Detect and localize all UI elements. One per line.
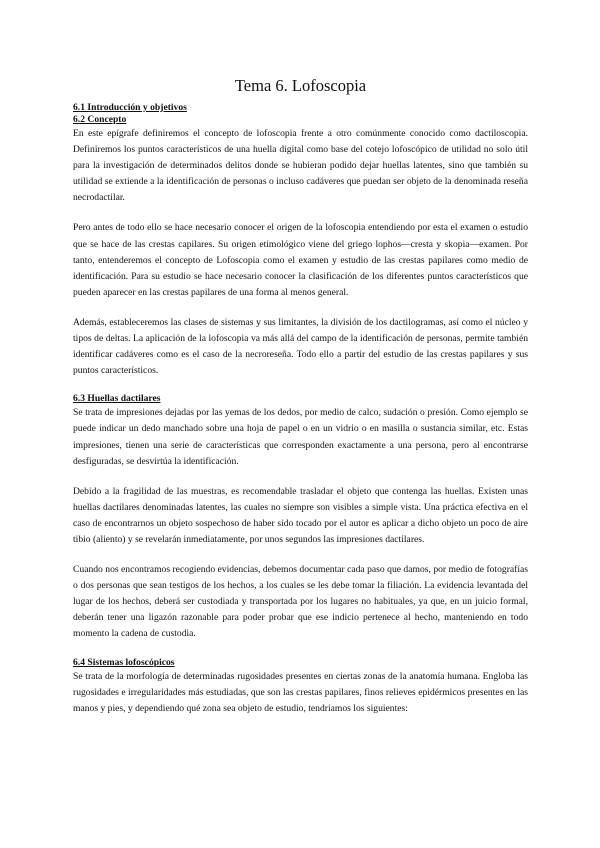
section-heading-introduccion: 6.1 Introducción y objetivos [73, 102, 187, 113]
section-heading-sistemas-lofoscopicos: 6.4 Sistemas lofoscópicos [73, 656, 175, 668]
paragraph: Además, estableceremos las clases de sistemas y sus limitantes, la división de los dactilogramas, así como el núcleo y tipos de deltas. La aplicación de la lofoscopia va más allá del campo de la identificación de personas, permite también identificar cadáveres como es el caso de la necroreseña. Todo ello a partir del estudio de las crestas papilares y sus puntos característicos. [73, 316, 528, 377]
paragraph: Pero antes de todo ello se hace necesario conocer el origen de la lofoscopia entendiendo por esta el examen o estudio que se hace de las crestas capilares. Su origen etimológico viene del griego lophos—cresta y skopia—examen. Por tanto, entenderemos el concepto de Lofoscopia como el examen y estudio de las crestas papilares como medio de identificación. Para su estudio se hace necesario conocer la clasificación de los diferentes puntos característicos que pueden aparecer en las crestas papilares de una forma al menos general. [73, 222, 528, 298]
paragraph: Cuando nos encontramos recogiendo evidencias, debemos documentar cada paso que damos, por medio de fotografías o dos personas que sean testigos de los hechos, a los cuales se les debe tomar la filiación. La evidencia levantada del lugar de los hechos, deberá ser custodiada y transportada por los lugares no habituales, ya que, en un juicio formal, deberán tener una ligazón razonable para poder probar que ese indicio pertenece al hecho, manteniendo en todo momento la cadena de custodia. [73, 564, 528, 640]
paragraph: Se trata de impresiones dejadas por las yemas de los dedos, por medio de calco, sudación o presión. Como ejemplo se puede indicar un dedo manchado sobre una hoja de papel o en un vidrio o en masilla o sustancia similar, etc. Estas impresiones, tienen una serie de características que corresponden exactamente a una persona, pero al encontrarse desfiguradas, se desvirtúa la identificación. [73, 407, 528, 467]
section-heading-huellas-dactilares: 6.3 Huellas dactilares [73, 393, 161, 405]
section-heading-concepto: 6.2 Concepto [73, 114, 127, 125]
page-title: Tema 6. Lofoscopia [234, 76, 367, 95]
paragraph: Debido a la fragilidad de las muestras, es recomendable trasladar el objeto que contenga las huellas. Existen unas huellas dactilares denominadas latentes, las cuales no siempre son visibles a simple vista. Una práctica efectiva en el caso de encontrarnos un objeto sospechoso de haber sido tocado por el autor es aplicar a dicho objeto un poco de aire tibio (aliento) y se revelarán inmediatamente, por unos segundos las impresiones dactilares. [73, 485, 528, 545]
paragraph: En este epígrafe definiremos el concepto de lofoscopia frente a otro comúnmente conocido como dactiloscopia. Definiremos los puntos característicos de una huella digital como base del cotejo lofoscópico de utilidad no solo útil para la investigación de determinados delitos donde se hubieran podido dejar huellas latentes, sino que también su utilidad se extiende a la identificación de personas o incluso cadáveres que puedan ser objeto de la denominada reseña necrodactilar. [73, 128, 528, 204]
paragraph: Se trata de la morfología de determinadas rugosidades presentes en ciertas zonas de la anatomía humana. Engloba las rugosidades e irregularidades más estudiadas, que son las crestas papilares, finos relieves epidérmicos presentes en las manos y pies, y dependiendo qué zona sea objeto de estudio, tendríamos los siguientes: [73, 670, 528, 714]
document-page [73, 76, 528, 717]
